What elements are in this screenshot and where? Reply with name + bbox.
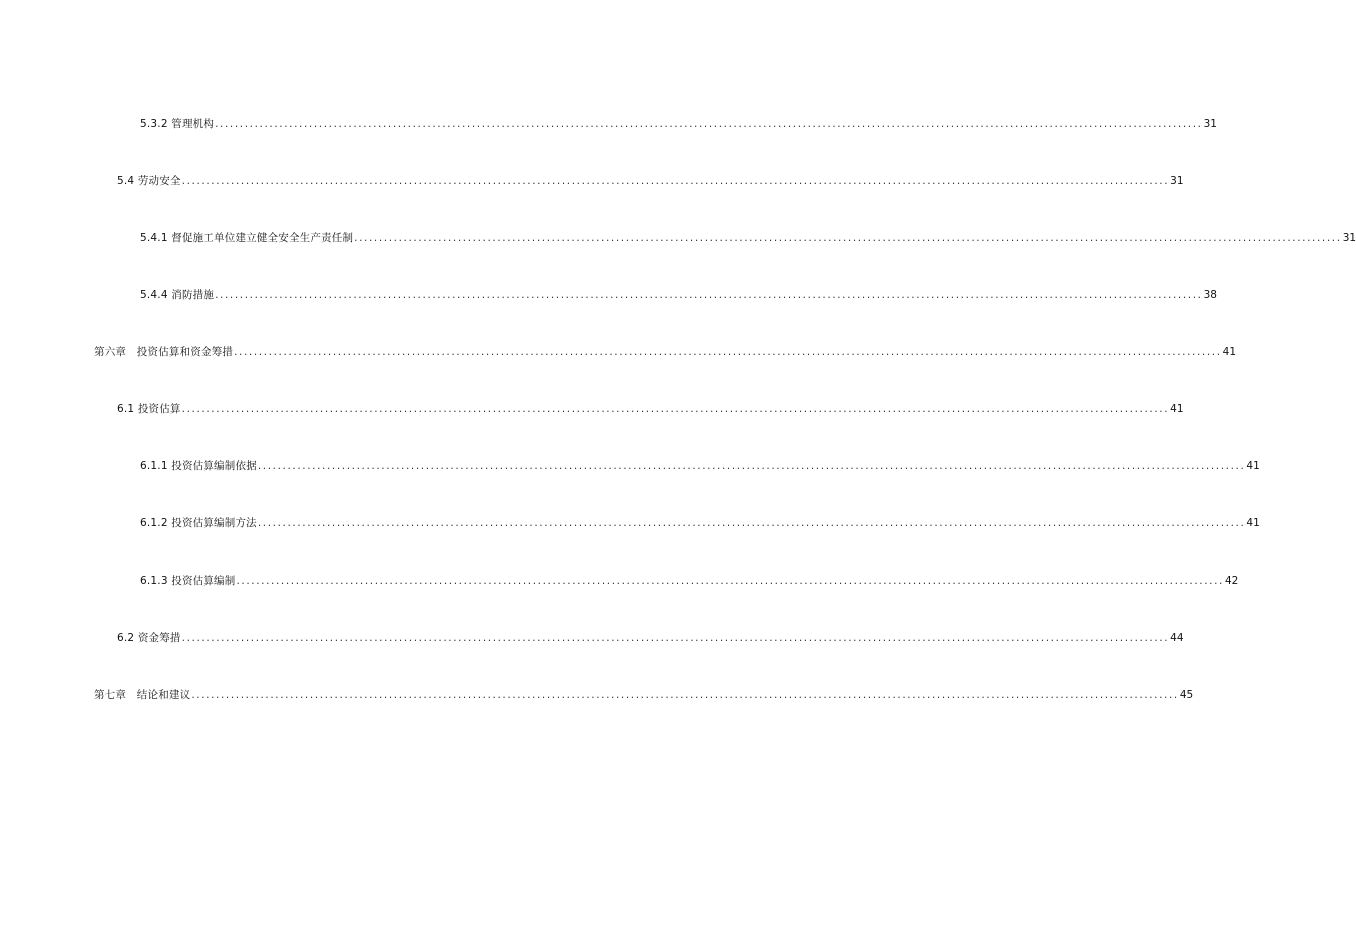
toc-page-number: 41 [1246, 517, 1260, 529]
toc-page-number: 41 [1170, 403, 1184, 415]
toc-entry-label: 5.4.4 消防措施 [140, 289, 215, 301]
toc-dot-leader: ........................................................................................................................................................................................................ [354, 232, 1342, 244]
toc-dot-leader: ........................................................................................................................................................................................................ [234, 346, 1222, 358]
toc-page-number: 44 [1170, 632, 1184, 644]
toc-entry-label: 6.2 资金筹措 [117, 632, 181, 644]
toc-entry[interactable] [140, 573, 1239, 589]
toc-dot-leader: ........................................................................................................................................................................................................ [215, 118, 1203, 130]
toc-page-number: 41 [1222, 346, 1237, 358]
toc-dot-leader: ........................................................................................................................................................................................................ [257, 460, 1246, 472]
toc-entry[interactable] [140, 515, 1260, 531]
toc-entry-label: 6.1.2 投资估算编制方法 [140, 517, 257, 529]
toc-entry-label: 5.3.2 管理机构 [140, 118, 215, 130]
toc-entry[interactable] [117, 630, 1184, 646]
toc-entry-label: 6.1.1 投资估算编制依据 [140, 460, 257, 472]
toc-page-number: 31 [1342, 232, 1356, 244]
toc-entry-label: 6.1 投资估算 [117, 403, 181, 415]
toc-page-number: 31 [1203, 118, 1217, 130]
toc-entry[interactable] [117, 173, 1184, 189]
toc-page-number: 42 [1225, 575, 1239, 587]
toc-dot-leader: ........................................................................................................................................................................................................ [215, 289, 1203, 301]
toc-entry[interactable] [140, 287, 1217, 303]
toc-entry-label: 6.1.3 投资估算编制 [140, 575, 236, 587]
toc-entry[interactable] [140, 458, 1260, 474]
toc-dot-leader: ........................................................................................................................................................................................................ [181, 632, 1170, 644]
toc-entry[interactable] [117, 401, 1184, 417]
toc-dot-leader: ........................................................................................................................................................................................................ [181, 403, 1170, 415]
toc-entry-label: 5.4 劳动安全 [117, 175, 181, 187]
toc-entry[interactable] [140, 116, 1217, 132]
toc-entry[interactable] [94, 344, 1237, 360]
toc-entry-label: 第七章 结论和建议 [94, 689, 191, 701]
toc-dot-leader: ........................................................................................................................................................................................................ [191, 689, 1179, 701]
toc-dot-leader: ........................................................................................................................................................................................................ [236, 575, 1224, 587]
toc-page-number: 41 [1246, 460, 1260, 472]
toc-entry-label: 第六章 投资估算和资金筹措 [94, 346, 234, 358]
toc-entry-label: 5.4.1 督促施工单位建立健全安全生产责任制 [140, 232, 354, 244]
toc-entry[interactable] [94, 687, 1194, 703]
toc-entry[interactable] [140, 230, 1356, 246]
toc-dot-leader: ........................................................................................................................................................................................................ [257, 517, 1246, 529]
toc-page-number: 38 [1203, 289, 1217, 301]
toc-page-number: 31 [1170, 175, 1184, 187]
toc-page-number: 45 [1179, 689, 1194, 701]
toc-dot-leader: ........................................................................................................................................................................................................ [181, 175, 1170, 187]
